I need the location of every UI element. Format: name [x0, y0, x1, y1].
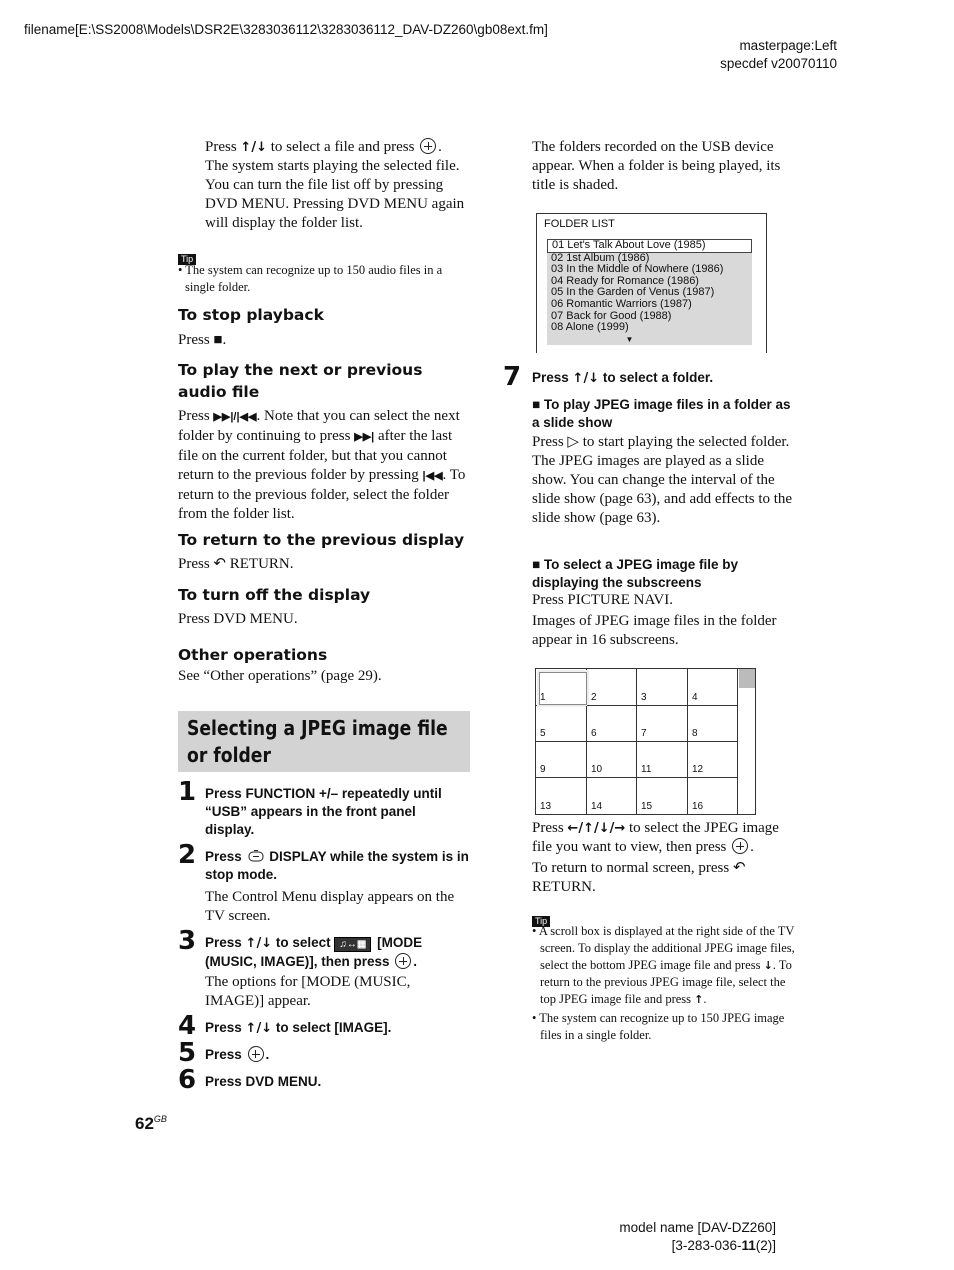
specdef-label: specdef v20070110 [720, 56, 837, 71]
step-5-text: Press . [205, 1047, 270, 1062]
next-prev-icon: ▶▶|/|◀◀ [213, 411, 257, 423]
subscreen-cell-10[interactable]: 10 [587, 742, 637, 778]
up-down-arrow-icon: ↑/↓ [245, 936, 273, 951]
prev-icon: |◀◀ [422, 470, 443, 482]
other-operations-text: See “Other operations” (page 29). [178, 668, 382, 684]
scroll-box[interactable] [739, 669, 755, 688]
step-1-text: Press FUNCTION +/– repeatedly until “USB” appears in the front panel display. [205, 786, 442, 837]
filename-header: filename[E:\SS2008\Models\DSR2E\3283036112\3283036112_DAV-DZ260\gb08ext.fm] [24, 22, 548, 37]
step-5-number: 5 [178, 1038, 197, 1068]
return-icon: ↶ [213, 556, 226, 572]
after-grid-text: Press ←/↑/↓/→ to select the JPEG image file you want to view, then press . To return to normal screen, press ↶ RETURN. [532, 820, 779, 895]
folder-list-title: FOLDER LIST [544, 218, 615, 230]
section-heading-box [178, 711, 470, 772]
step-1-number: 1 [178, 777, 197, 807]
tip-label-2: Tip [532, 911, 550, 929]
folder-item-8[interactable]: 08 Alone (1999) [551, 321, 629, 334]
step-7-number: 7 [503, 362, 522, 392]
step-3-number: 3 [178, 926, 197, 956]
folder-item-4[interactable]: 04 Ready for Romance (1986) [551, 274, 699, 287]
subscreen-cell-14[interactable]: 14 [587, 778, 637, 814]
subscreen-cell-16[interactable]: 16 [688, 778, 738, 814]
enter-button-icon [732, 838, 748, 854]
other-operations-heading: Other operations [178, 646, 328, 664]
enter-button-icon [248, 1046, 264, 1062]
subscreen-cell-12[interactable]: 12 [688, 742, 738, 778]
step-7-text: Press ↑/↓ to select a folder. [532, 370, 714, 386]
stop-playback-text: Press ■. [178, 332, 227, 348]
return-text: Press ↶ RETURN. [178, 556, 294, 572]
folder-item-3[interactable]: 03 In the Middle of Nowhere (1986) [551, 263, 724, 276]
subscreen-cell-7[interactable]: 7 [637, 706, 688, 742]
enter-button-icon [420, 138, 436, 154]
up-down-arrow-icon: ↑/↓ [572, 371, 600, 386]
up-down-arrow-icon: ↑/↓ [240, 140, 267, 155]
subscreen-cell-1[interactable]: 1 [536, 669, 587, 706]
section-title: Selecting a JPEG image file or folder [187, 716, 448, 767]
up-arrow-icon: ↑ [694, 993, 704, 1006]
folder-list-screen [536, 213, 767, 353]
stop-playback-heading: To stop playback [178, 306, 324, 324]
tip-label: Tip [178, 249, 196, 267]
down-arrow-icon: ↓ [763, 959, 773, 972]
folder-item-1[interactable]: 01 Let's Talk About Love (1985) [547, 239, 752, 253]
subscreen-cell-4[interactable]: 4 [688, 669, 738, 706]
scroll-down-icon: ▼ [625, 334, 634, 344]
folder-list [547, 239, 752, 345]
subscreen-cell-6[interactable]: 6 [587, 706, 637, 742]
step-6-text: Press DVD MENU. [205, 1074, 322, 1089]
model-name: model name [DAV-DZ260] [619, 1220, 776, 1235]
stop-icon: ■ [213, 332, 223, 348]
subscreen-cell-8[interactable]: 8 [688, 706, 738, 742]
subscreen-grid [535, 668, 756, 815]
step-2-body: The Control Menu display appears on the TV screen. [205, 889, 455, 924]
subscreen-cell-3[interactable]: 3 [637, 669, 688, 706]
next-previous-heading: To play the next or previous audio file [178, 361, 423, 401]
subscreen-cell-2[interactable]: 2 [587, 669, 637, 706]
step-2-number: 2 [178, 840, 197, 870]
subscreen-cell-11[interactable]: 11 [637, 742, 688, 778]
return-icon: ↶ [732, 860, 746, 876]
masterpage-label: masterpage:Left [739, 38, 837, 53]
subscreens-text: Press PICTURE NAVI. Images of JPEG image files in the folder appear in 16 subscreens. [532, 592, 777, 648]
subscreen-cell-5[interactable]: 5 [536, 706, 587, 742]
slide-show-heading: ■ To play JPEG image files in a folder as a slide show [532, 397, 791, 430]
enter-button-icon [395, 953, 411, 969]
tip-text: • The system can recognize up to 150 audio files in a single folder. [178, 263, 443, 294]
step-6-number: 6 [178, 1065, 197, 1095]
next-previous-text: Press ▶▶|/|◀◀. Note that you can select the next folder by continuing to press ▶▶| after the last file on the current folder, but that you cannot return to the previous folder by pressing |◀◀. To return to the previous folder, select the folder from the folder list. [178, 408, 466, 522]
play-icon: ▷ [567, 434, 579, 450]
folder-item-6[interactable]: 06 Romantic Warriors (1987) [551, 297, 692, 310]
display-button-icon [248, 850, 264, 862]
subscreen-cell-13[interactable]: 13 [536, 778, 587, 814]
folders-intro-text: The folders recorded on the USB device appear. When a folder is being played, its title is shaded. [532, 139, 781, 193]
document-code: [3-283-036-11(2)] [671, 1238, 776, 1253]
turn-off-heading: To turn off the display [178, 586, 371, 604]
subscreens-heading: ■ To select a JPEG image file by displaying the subscreens [532, 557, 738, 590]
return-heading: To return to the previous display [178, 531, 465, 549]
direction-arrows-icon: ←/↑/↓/→ [567, 821, 626, 836]
up-down-arrow-icon: ↑/↓ [245, 1021, 273, 1036]
step-3-text: Press ↑/↓ to select ♫↔▦ [MODE (MUSIC, IMAGE)], then press . [205, 935, 423, 969]
next-icon: ▶▶| [354, 431, 375, 443]
page-number: $62^{GB}$ [135, 1114, 167, 1133]
step-2-text: Press DISPLAY while the system is in stop mode. [205, 849, 469, 882]
step-4-text: Press ↑/↓ to select [IMAGE]. [205, 1020, 392, 1036]
turn-off-text: Press DVD MENU. [178, 611, 298, 627]
step-3-body: The options for [MODE (MUSIC, IMAGE)] appear. [205, 974, 411, 1009]
subscreen-cell-9[interactable]: 9 [536, 742, 587, 778]
step-4-number: 4 [178, 1011, 197, 1041]
folder-item-7[interactable]: 07 Back for Good (1988) [551, 309, 672, 322]
folder-item-2[interactable]: 02 1st Album (1986) [551, 251, 650, 264]
tip-2-text: • A scroll box is displayed at the right side of the TV screen. To display the additional JPEG image files, select the bottom JPEG image file and press ↓. To return to the previous JPEG image file, select the top JPEG image file and press ↑. • The system can recognize up to 150 JPEG image files in a single folder. [532, 924, 795, 1042]
folder-item-5[interactable]: 05 In the Garden of Venus (1987) [551, 286, 715, 299]
intro-paragraph: Press ↑/↓ to select a file and press . The system starts playing the selected file. You can turn the file list off by pressing DVD MENU. Pressing DVD MENU again will display the folder list. [205, 139, 465, 231]
mode-music-image-icon: ♫↔▦ [334, 937, 371, 952]
slide-show-text: Press ▷ to start playing the selected folder. The JPEG images are played as a slide show. You can change the interval of the slide show (page 63), and add effects to the slide show (page 63). [532, 434, 793, 526]
subscreen-cell-15[interactable]: 15 [637, 778, 688, 814]
